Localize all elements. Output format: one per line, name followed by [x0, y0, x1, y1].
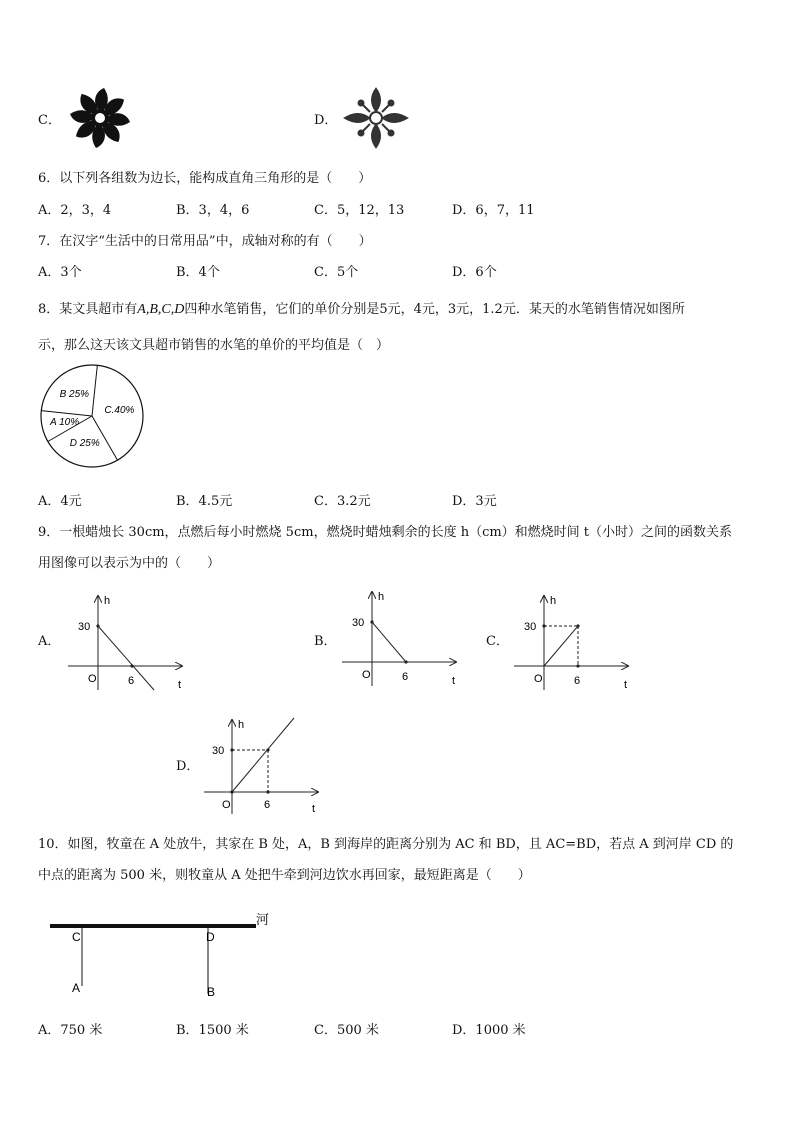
- point-30: [230, 748, 233, 751]
- q6-option-d[interactable]: D．6，7，11: [452, 203, 535, 218]
- q10-river-diagram: [40, 906, 280, 1002]
- q7-option-a[interactable]: A．3个: [38, 265, 82, 280]
- axis-h-label: h: [378, 591, 385, 603]
- point-6: [576, 664, 579, 667]
- tick-6-label: 6: [402, 671, 409, 683]
- axis-t-label: t: [312, 803, 316, 815]
- q10-question-line1: 10．如图，牧童在 A 处放牛，其家在 B 处，A，B 到海岸的距离分别为 AC 和 BD，且 AC=BD，若点 A 到河岸 CD 的: [38, 837, 734, 852]
- q8-option-b[interactable]: B．4.5元: [176, 494, 233, 509]
- axis-h-label: h: [550, 595, 557, 607]
- origin-label: O: [534, 673, 543, 685]
- graph-line: [544, 626, 578, 666]
- tick-6-label: 6: [574, 675, 581, 687]
- q9-graph-a: [64, 590, 194, 695]
- point-end: [576, 624, 579, 627]
- q8-question-prefix: 8．某文具超市有: [38, 302, 138, 317]
- q10-question-line2: 中点的距离为 500 米，则牧童从 A 处把牛牵到河边饮水再回家，最短距离是（ ）: [38, 868, 531, 883]
- q8-question-vars: A,B,C,D: [137, 302, 185, 317]
- pie-label-c: C.40%: [104, 405, 135, 417]
- q5-option-d-label: D．: [314, 113, 338, 128]
- point-origin: [230, 790, 233, 793]
- q6-option-a[interactable]: A．2，3，4: [38, 203, 112, 218]
- q7-option-b[interactable]: B．4个: [176, 265, 220, 280]
- q9-question-line1: 9．一根蜡烛长 30cm，点燃后每小时燃烧 5cm，燃烧时蜡烛剩余的长度 h（cm）和燃烧时间 t（小时）之间的函数关系: [38, 525, 733, 540]
- tick-6-label: 6: [128, 675, 135, 687]
- graph-line: [372, 622, 406, 662]
- q6-question-text: 6．以下列各组数为边长，能构成直角三角形的是（ ）: [38, 171, 372, 186]
- origin-label: O: [222, 799, 231, 811]
- q10-option-a[interactable]: A．750 米: [38, 1023, 103, 1038]
- q9-graph-c: [510, 590, 640, 695]
- point-c-label: C: [72, 930, 81, 944]
- point-d-label: D: [206, 930, 215, 944]
- q7-question-text: 7．在汉字“生活中的日常用品”中，成轴对称的有（ ）: [38, 234, 372, 249]
- axis-h-label: h: [104, 595, 111, 607]
- point-on-line: [266, 748, 269, 751]
- q9-option-d-label[interactable]: D．: [176, 759, 200, 774]
- q8-question-line1: [38, 298, 685, 318]
- point-30: [370, 620, 373, 623]
- axis-t-label: t: [178, 679, 182, 691]
- tick-30-label: 30: [524, 621, 537, 633]
- pie-label-b: B 25%: [59, 389, 90, 401]
- axis-t-label: t: [624, 679, 628, 691]
- q7-option-c[interactable]: C．5个: [314, 265, 359, 280]
- q10-option-d[interactable]: D．1000 米: [452, 1023, 526, 1038]
- point-30: [96, 624, 99, 627]
- q9-graph-d: [200, 714, 330, 819]
- pie-label-d: D 25%: [69, 438, 100, 450]
- q6-option-c[interactable]: C．5，12，13: [314, 203, 405, 218]
- q8-option-a[interactable]: A．4元: [38, 494, 82, 509]
- q9-question-line2: 用图像可以表示为中的（ ）: [38, 556, 221, 571]
- river-label: 河: [256, 912, 270, 927]
- q9-option-b-label[interactable]: B．: [314, 634, 337, 649]
- tick-30-label: 30: [212, 745, 225, 757]
- point-30: [542, 624, 545, 627]
- graph-line: [98, 626, 154, 690]
- pie-label-a: A 10%: [50, 416, 80, 428]
- point-a-label: A: [72, 981, 81, 995]
- point-6: [266, 790, 269, 793]
- axis-h-label: h: [238, 719, 245, 731]
- q9-graph-b: [338, 586, 468, 691]
- tick-6-label: 6: [264, 799, 271, 811]
- q8-pie-chart: [36, 362, 148, 470]
- tick-30-label: 30: [352, 617, 365, 629]
- point-6: [404, 660, 407, 663]
- q6-option-b[interactable]: B．3，4，6: [176, 203, 250, 218]
- q10-option-c[interactable]: C．500 米: [314, 1023, 379, 1038]
- q7-option-d[interactable]: D．6个: [452, 265, 497, 280]
- q9-option-a-label[interactable]: A．: [38, 634, 61, 649]
- q5-option-c-label: C．: [38, 113, 61, 128]
- q9-option-c-label[interactable]: C．: [486, 634, 509, 649]
- q10-option-b[interactable]: B．1500 米: [176, 1023, 249, 1038]
- tick-30-label: 30: [78, 621, 91, 633]
- q5-option-d-ornament-figure: [340, 84, 412, 152]
- origin-label: O: [362, 669, 371, 681]
- q8-option-c[interactable]: C．3.2元: [314, 494, 371, 509]
- q8-question-mid: 四种水笔销售，它们的单价分别是5元，4元，3元，1.2元．某天的水笔销售情况如图所: [184, 302, 685, 317]
- point-b-label: B: [207, 985, 216, 999]
- q8-question-line2: 示，那么这天该文具超市销售的水笔的单价的平均值是（ ）: [38, 338, 390, 353]
- axis-t-label: t: [452, 675, 456, 687]
- point-6: [130, 664, 133, 667]
- origin-label: O: [88, 673, 97, 685]
- q5-option-c-flower-figure: [64, 84, 136, 152]
- q8-option-d[interactable]: D．3元: [452, 494, 497, 509]
